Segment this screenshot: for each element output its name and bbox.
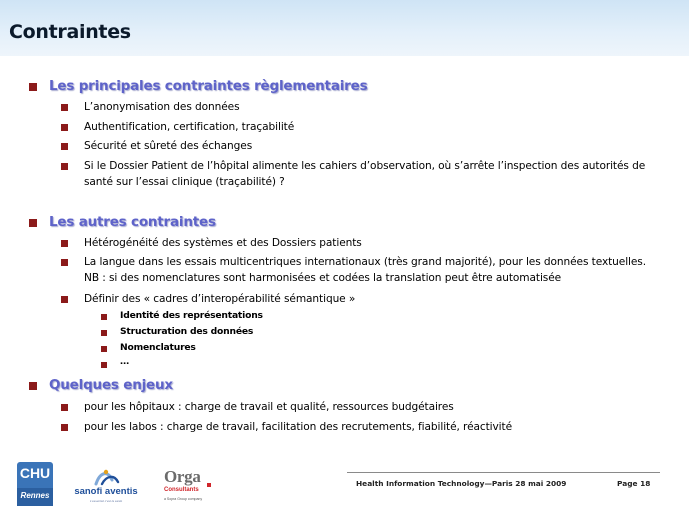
section-heading-regulatory: Les principales contraintes règlementaires — [49, 78, 368, 94]
section-heading-stakes: Quelques enjeux — [49, 377, 173, 393]
section-bullet — [29, 382, 37, 390]
sub-list-item: Structuration des données — [120, 326, 254, 337]
list-item: Hétérogénéité des systèmes et des Dossiers patients — [84, 237, 362, 249]
list-item: Sécurité et sûreté des échanges — [84, 140, 253, 152]
sanofi-logo-tagline: L'essentiel c'est la santé — [89, 499, 123, 503]
item-bullet — [61, 143, 68, 150]
sub-list-item: … — [120, 356, 129, 367]
orga-logo-text: Orga — [164, 467, 201, 486]
list-item: La langue dans les essais multicentriques internationaux (très grand majorité), pour les données textuelles. NB : si des nomenclatures sont harmonisées et codées la translation peut être automatisée — [84, 256, 646, 284]
sub-item-bullet — [101, 314, 107, 320]
orga-consultants-logo — [164, 467, 220, 506]
list-item: pour les labos : charge de travail, facilitation des recrutements, fiabilité, réactivité — [84, 421, 512, 433]
footer-divider — [347, 472, 660, 473]
chu-logo-text: CHU — [19, 465, 51, 481]
sub-list-item: Identité des représentations — [120, 310, 263, 321]
list-item: pour les hôpitaux : charge de travail et qualité, ressources budgétaires — [84, 401, 454, 413]
sanofi-aventis-logo — [66, 466, 146, 506]
footer-page-number: Page 18 — [617, 479, 651, 488]
item-bullet — [61, 404, 68, 411]
orga-logo-tagline: a Sopra Group company — [164, 497, 203, 501]
sub-item-bullet — [101, 330, 107, 336]
section-heading-other: Les autres contraintes — [49, 214, 216, 230]
orga-red-mark-icon — [207, 483, 211, 487]
section-bullet — [29, 219, 37, 227]
sub-item-bullet — [101, 362, 107, 368]
item-bullet — [61, 124, 68, 131]
chu-rennes-logo — [17, 462, 53, 506]
item-bullet — [61, 163, 68, 170]
item-bullet — [61, 424, 68, 431]
item-bullet — [61, 296, 68, 303]
footer-event: Health Information Technology—Paris 28 mai 2009 — [356, 479, 567, 488]
list-item: Si le Dossier Patient de l’hôpital alimente les cahiers d’observation, où s’arrête l’inspection des autorités de santé sur l’essai clinique (traçabilité) ? — [84, 160, 646, 188]
list-item: Authentification, certification, traçabilité — [84, 121, 295, 133]
section-bullet — [29, 83, 37, 91]
item-bullet — [61, 240, 68, 247]
orga-logo-subtext: Consultants — [164, 487, 199, 493]
item-bullet — [61, 259, 68, 266]
list-item: L’anonymisation des données — [84, 101, 240, 113]
sanofi-logo-text: sanofi aventis — [74, 486, 138, 497]
sub-list-item: Nomenclatures — [120, 342, 196, 353]
slide-title: Contraintes — [9, 21, 131, 43]
sanofi-bird-icon — [66, 466, 146, 488]
list-item: Définir des « cadres d’interopérabilité sémantique » — [84, 293, 356, 305]
sub-item-bullet — [101, 346, 107, 352]
chu-logo-subtext: Rennes — [20, 491, 50, 500]
item-bullet — [61, 104, 68, 111]
